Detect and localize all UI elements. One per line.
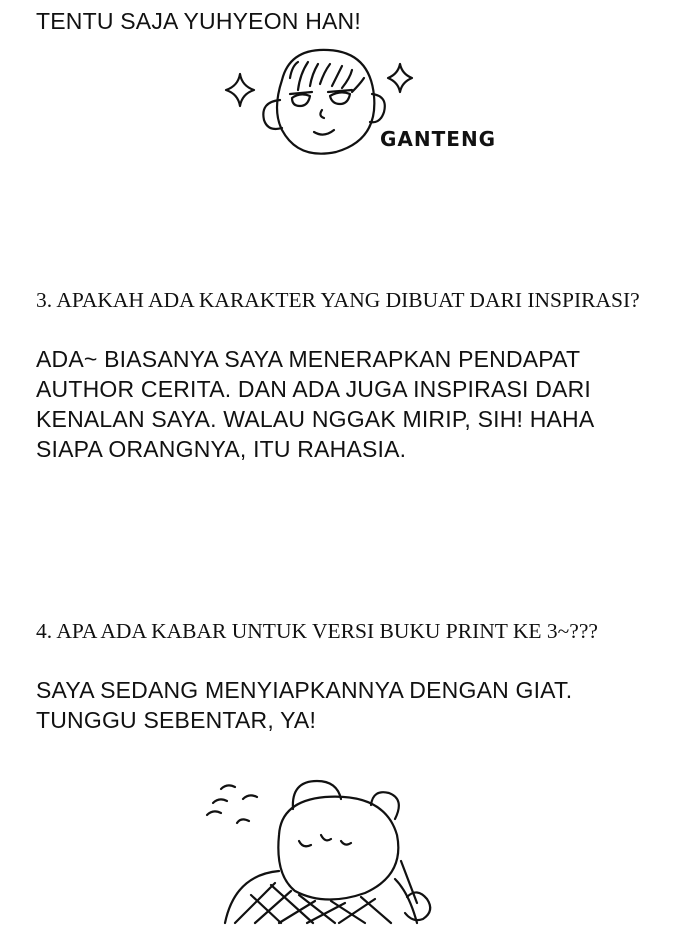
sparkle-left-icon — [226, 74, 254, 106]
q3-answer-line: AUTHOR CERITA. DAN ADA JUGA INSPIRASI DARI — [36, 376, 591, 402]
face-doodle-illustration — [220, 40, 520, 160]
q4-question: 4. APA ADA KABAR UNTUK VERSI BUKU PRINT KE 3~??? — [36, 619, 598, 643]
q4-answer-line: TUNGGU SEBENTAR, YA! — [36, 707, 317, 733]
working-character-doodle-illustration — [195, 775, 475, 925]
q3-answer-line: SIAPA ORANGNYA, ITU RAHASIA. — [36, 436, 407, 462]
sparkle-right-icon — [388, 64, 412, 92]
q3-answer-line: ADA~ BIASANYA SAYA MENERAPKAN PENDAPAT — [36, 346, 581, 372]
face-caption: GANTENG — [380, 127, 497, 151]
motion-lines-icon — [221, 785, 235, 789]
q3-question: 3. APAKAH ADA KARAKTER YANG DIBUAT DARI INSPIRASI? — [36, 288, 640, 312]
intro-text: TENTU SAJA YUHYEON HAN! — [36, 8, 361, 34]
pen-icon — [401, 861, 417, 903]
q4-answer-line: SAYA SEDANG MENYIAPKANNYA DENGAN GIAT. — [36, 677, 573, 703]
q3-answer-line: KENALAN SAYA. WALAU NGGAK MIRIP, SIH! HAHA — [36, 406, 595, 432]
